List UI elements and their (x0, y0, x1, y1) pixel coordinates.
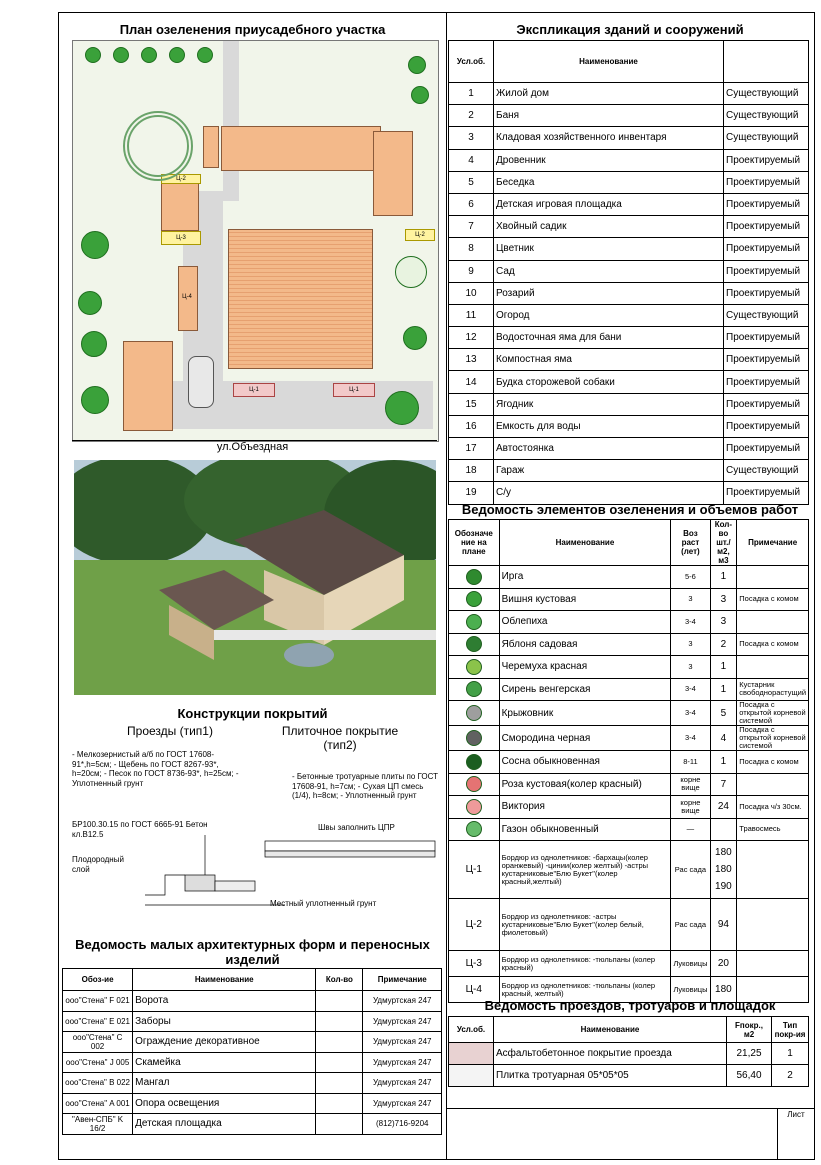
plant-note (737, 566, 809, 589)
expl-num: 11 (449, 304, 494, 326)
expl-status: Существующий (724, 127, 809, 149)
title-block (447, 1108, 815, 1161)
road-name: Асфальтобетонное покрытие проезда (494, 1043, 727, 1065)
maf-name: Ворота (133, 991, 316, 1012)
circular-garden (123, 111, 193, 181)
expl-num: 8 (449, 238, 494, 260)
table-row (449, 678, 809, 701)
plant-symbol-icon (466, 591, 482, 607)
plant-qty: 5 (710, 701, 737, 726)
table-row (449, 216, 809, 238)
plant-symbol-icon (466, 614, 482, 630)
border-qty: 180 180 190 (710, 841, 737, 899)
green-header-note: Примечание (737, 520, 809, 566)
expl-num: 17 (449, 438, 494, 460)
maf-header-qty: Кол-во (316, 969, 363, 991)
plant-age: 3 (671, 588, 710, 611)
table-row (63, 991, 442, 1012)
expl-status: Проектируемый (724, 327, 809, 349)
curb-note: БР100.30.15 по ГОСТ 6665-91 Бетон кл.В12.5 (72, 820, 208, 839)
maf-header-code: Обоз-ие (63, 969, 133, 991)
road-name: Плитка тротуарная 05*05*05 (494, 1065, 727, 1087)
storage-building (221, 126, 381, 171)
plant-name: Роза кустовая(колер красный) (499, 773, 671, 796)
table-row (63, 1011, 442, 1032)
plant-qty: 1 (710, 566, 737, 589)
expl-name: Гараж (494, 460, 724, 482)
garage (203, 126, 219, 168)
house-roof (228, 229, 373, 369)
roads-table (448, 1016, 809, 1087)
expl-num: 10 (449, 282, 494, 304)
expl-name: Розарий (494, 282, 724, 304)
table-row (449, 282, 809, 304)
type1-layers: - Мелкозернистый а/б по ГОСТ 17608-91*,h=5см; - Щебень по ГОСТ 8267-93*, h=20см; - Песок по ГОСТ 8736-93*, h=25см; - Уплотненный грунт (72, 750, 239, 788)
plant-symbol-icon (449, 656, 500, 679)
border-code: Ц-4 (449, 977, 500, 1003)
green-header-name: Наименование (499, 520, 671, 566)
plant-name: Смородина черная (499, 726, 671, 751)
expl-num: 12 (449, 327, 494, 349)
plant-qty (710, 818, 737, 841)
expl-status: Проектируемый (724, 393, 809, 415)
expl-num: 2 (449, 105, 494, 127)
plant-symbol-icon (466, 821, 482, 837)
plant-note: Посадка с комом (737, 751, 809, 774)
plant-name: Черемуха красная (499, 656, 671, 679)
border-c2-left: Ц-2 (161, 174, 201, 184)
type2-title: Плиточное покрытие (тип2) (281, 724, 399, 752)
table-row (449, 611, 809, 634)
seams-note: Швы заполнить ЦПР (318, 823, 395, 832)
expl-num: 3 (449, 127, 494, 149)
border-age: Рас сада (671, 841, 710, 899)
coverings-section-drawing (145, 835, 445, 915)
plant-name: Сосна обыкновенная (499, 751, 671, 774)
greening-title: Ведомость элементов озеленения и объемов работ (461, 502, 799, 517)
roads-header-num: Усл.об. (449, 1017, 494, 1043)
plant-name: Вишня кустовая (499, 588, 671, 611)
maf-name: Мангал (133, 1073, 316, 1094)
plant-qty: 1 (710, 751, 737, 774)
border-code: Ц-3 (449, 951, 500, 977)
maf-header-note: Примечание (363, 969, 442, 991)
road-swatch (449, 1065, 494, 1087)
plant-qty: 3 (710, 588, 737, 611)
maf-qty (316, 1093, 363, 1114)
expl-name: Жилой дом (494, 83, 724, 105)
table-row (63, 1073, 442, 1094)
plant-age: 3-4 (671, 726, 710, 751)
expl-name: Емкость для воды (494, 415, 724, 437)
expl-status: Проектируемый (724, 260, 809, 282)
expl-num: 18 (449, 460, 494, 482)
table-row (449, 1065, 809, 1087)
expl-name: Водосточная яма для бани (494, 327, 724, 349)
table-row (449, 656, 809, 679)
plant-symbol-icon (466, 730, 482, 746)
plant-symbol-icon (466, 681, 482, 697)
border-age: Луковицы (671, 951, 710, 977)
maf-qty (316, 1052, 363, 1073)
plant-note: Посадка с комом (737, 588, 809, 611)
border-c3: Ц-3 (161, 231, 201, 245)
maf-header-name: Наименование (133, 969, 316, 991)
road-area: 56,40 (727, 1065, 772, 1087)
road-type: 2 (772, 1065, 809, 1087)
border-code: Ц-1 (449, 841, 500, 899)
roads-header-area: Fпокр., м2 (727, 1017, 772, 1043)
plant-symbol-icon (449, 611, 500, 634)
plant-qty: 4 (710, 726, 737, 751)
table-row (63, 1093, 442, 1114)
road-area: 21,25 (727, 1043, 772, 1065)
expl-name: Кладовая хозяйственного инвентаря (494, 127, 724, 149)
plant-symbol-icon (449, 678, 500, 701)
plant-symbol-icon (466, 799, 482, 815)
border-age: Рас сада (671, 899, 710, 951)
table-row (449, 726, 809, 751)
expl-name: Ягодник (494, 393, 724, 415)
plant-qty: 7 (710, 773, 737, 796)
plant-symbol-icon (466, 569, 482, 585)
plant-name: Яблоня садовая (499, 633, 671, 656)
table-row (449, 327, 809, 349)
plant-qty: 3 (710, 611, 737, 634)
plant-symbol-icon (449, 796, 500, 819)
plant-symbol-icon (449, 701, 500, 726)
maf-qty (316, 1032, 363, 1053)
column-divider (446, 12, 447, 1160)
plan-title: План озеленения приусадебного участка (119, 22, 386, 37)
plant-symbol-icon (449, 588, 500, 611)
expl-name: Баня (494, 105, 724, 127)
border-code: Ц-2 (449, 899, 500, 951)
table-row (449, 796, 809, 819)
plant-name: Сирень венгерская (499, 678, 671, 701)
roads-title: Ведомость проездов, тротуаров и площадок (484, 998, 776, 1013)
expl-num: 1 (449, 83, 494, 105)
type1-title: Проезды (тип1) (127, 724, 213, 738)
border-desc: Бордюр из однолетников: -бархацы(колер оранжевый) -цинии(колер желтый) -астры кустарниковые"Блю Букет"(колер красный,желтый) (499, 841, 671, 899)
expl-name: Сад (494, 260, 724, 282)
border-desc: Бордюр из однолетников: -астры кустарниковые"Блю Букет"(колер белый, фиолетовый) (499, 899, 671, 951)
table-row (449, 83, 809, 105)
table-row (449, 415, 809, 437)
table-row (449, 371, 809, 393)
plant-qty: 1 (710, 656, 737, 679)
street-name: ул.Объездная (216, 441, 289, 453)
plant-name: Ирга (499, 566, 671, 589)
table-row (63, 1032, 442, 1053)
plant-note: Кустарник свободнорастущий (737, 678, 809, 701)
maf-code: "Авен-СПБ" K 16/2 (63, 1114, 133, 1135)
expl-num: 9 (449, 260, 494, 282)
table-row (449, 751, 809, 774)
border-c1-left: Ц-1 (233, 383, 275, 397)
plant-name: Виктория (499, 796, 671, 819)
maf-note: Удмуртская 247 (363, 1011, 442, 1032)
sheet-label: Лист (787, 1110, 805, 1119)
border-desc: Бордюр из однолетников: -тюльпаны (колер красный, желтый) (499, 977, 671, 1003)
expl-status: Проектируемый (724, 171, 809, 193)
expl-num: 4 (449, 149, 494, 171)
table-row (449, 149, 809, 171)
maf-name: Скамейка (133, 1052, 316, 1073)
expl-status: Проектируемый (724, 438, 809, 460)
greening-table (448, 519, 809, 1003)
expl-status: Существующий (724, 105, 809, 127)
soil-note: Плодородный слой (72, 855, 124, 874)
maf-note: Удмуртская 247 (363, 1032, 442, 1053)
expl-status: Проектируемый (724, 482, 809, 504)
plant-symbol-icon (449, 726, 500, 751)
expl-num: 15 (449, 393, 494, 415)
table-row (449, 899, 809, 951)
plant-qty: 1 (710, 678, 737, 701)
expl-num: 14 (449, 371, 494, 393)
expl-status: Проектируемый (724, 282, 809, 304)
house-render (74, 460, 436, 695)
toilet (123, 341, 173, 431)
plant-note: Посадка ч/з 30см. (737, 796, 809, 819)
bath-building (373, 131, 413, 216)
maf-qty (316, 1114, 363, 1135)
plant-symbol-icon (449, 773, 500, 796)
roads-header-type: Тип покр-ия (772, 1017, 809, 1043)
plant-symbol-icon (449, 633, 500, 656)
maf-name: Опора освещения (133, 1093, 316, 1114)
expl-name: С/у (494, 482, 724, 504)
table-row (449, 588, 809, 611)
maf-note: Удмуртская 247 (363, 1093, 442, 1114)
plant-qty: 2 (710, 633, 737, 656)
plant-note: Посадка с открытой корневой системой (737, 701, 809, 726)
plant-note (737, 656, 809, 679)
plant-symbol-icon (449, 566, 500, 589)
expl-num: 6 (449, 193, 494, 215)
expl-name: Детская игровая площадка (494, 193, 724, 215)
plant-note: Травосмесь (737, 818, 809, 841)
arbor (161, 179, 199, 231)
maf-code: ооо"Стена" J 005 (63, 1052, 133, 1073)
expl-num: 16 (449, 415, 494, 437)
plant-age: корне вище (671, 796, 710, 819)
expl-status: Проектируемый (724, 349, 809, 371)
maf-code: ооо"Стена" A 001 (63, 1093, 133, 1114)
green-header-age: Воз раст (лет) (671, 520, 710, 566)
expl-status: Проектируемый (724, 149, 809, 171)
expl-name: Цветник (494, 238, 724, 260)
car (188, 356, 214, 408)
maf-note: Удмуртская 247 (363, 1052, 442, 1073)
border-qty: 20 (710, 951, 737, 977)
table-row (449, 238, 809, 260)
plant-symbol-icon (449, 818, 500, 841)
expl-name: Компостная яма (494, 349, 724, 371)
plant-note: Посадка с комом (737, 633, 809, 656)
green-header-qty: Кол-во шт./м2, м3 (710, 520, 737, 566)
table-row (449, 1043, 809, 1065)
maf-code: ооо"Стена" B 022 (63, 1073, 133, 1094)
table-row (449, 127, 809, 149)
road-swatch (449, 1043, 494, 1065)
plant-age: корне вище (671, 773, 710, 796)
table-row (449, 841, 809, 899)
expl-num: 13 (449, 349, 494, 371)
border-c4: Ц-4 (182, 294, 192, 300)
expl-name: Огород (494, 304, 724, 326)
plant-note: Посадка с открытой корневой системой (737, 726, 809, 751)
road-type: 1 (772, 1043, 809, 1065)
table-row (449, 193, 809, 215)
expl-name: Дровенник (494, 149, 724, 171)
table-row (449, 171, 809, 193)
expl-header-name: Наименование (494, 41, 724, 83)
expl-status: Существующий (724, 304, 809, 326)
explication-title: Экспликация зданий и сооружений (516, 22, 744, 37)
maf-note: Удмуртская 247 (363, 1073, 442, 1094)
maf-qty (316, 991, 363, 1012)
plant-symbol-icon (466, 636, 482, 652)
plant-symbol-icon (466, 659, 482, 675)
plant-name: Газон обыкновенный (499, 818, 671, 841)
plant-age: 8-11 (671, 751, 710, 774)
maf-note: Удмуртская 247 (363, 991, 442, 1012)
border-qty: 94 (710, 899, 737, 951)
expl-status: Проектируемый (724, 238, 809, 260)
plant-note (737, 611, 809, 634)
plant-age: 3-4 (671, 678, 710, 701)
maf-name: Ограждение декоративное (133, 1032, 316, 1053)
explication-table (448, 40, 809, 505)
plant-note (737, 773, 809, 796)
border-c2-right: Ц-2 (405, 229, 435, 241)
maf-code: ооо"Стена" E 021 (63, 1011, 133, 1032)
maf-name: Детская площадка (133, 1114, 316, 1135)
table-row (449, 951, 809, 977)
table-row (449, 460, 809, 482)
table-row (449, 393, 809, 415)
plant-age: 3 (671, 656, 710, 679)
expl-name: Будка сторожевой собаки (494, 371, 724, 393)
expl-name: Беседка (494, 171, 724, 193)
maf-code: ооо"Стена" C 002 (63, 1032, 133, 1053)
maf-table (62, 968, 442, 1135)
table-row (449, 304, 809, 326)
maf-qty (316, 1073, 363, 1094)
plant-age: — (671, 818, 710, 841)
border-age: Луковицы (671, 977, 710, 1003)
expl-status: Проектируемый (724, 415, 809, 437)
plant-age: 3-4 (671, 611, 710, 634)
plant-qty: 24 (710, 796, 737, 819)
expl-header-num: Усл.об. (449, 41, 494, 83)
plant-symbol-icon (449, 751, 500, 774)
expl-status: Проектируемый (724, 216, 809, 238)
table-row (63, 1052, 442, 1073)
table-row (63, 1114, 442, 1135)
expl-status: Существующий (724, 460, 809, 482)
plant-name: Крыжовник (499, 701, 671, 726)
border-desc: Бордюр из однолетников: -тюльпаны (колер красный) (499, 951, 671, 977)
plant-age: 3 (671, 633, 710, 656)
border-qty: 180 (710, 977, 737, 1003)
local-soil-note: Местный уплотненный грунт (270, 899, 377, 908)
maf-code: ооо"Стена" F 021 (63, 991, 133, 1012)
green-header-sym: Обозначе ние на плане (449, 520, 500, 566)
expl-num: 5 (449, 171, 494, 193)
plant-symbol-icon (466, 754, 482, 770)
table-row (449, 818, 809, 841)
plant-age: 5-6 (671, 566, 710, 589)
expl-status: Проектируемый (724, 371, 809, 393)
plant-name: Облепиха (499, 611, 671, 634)
table-row (449, 260, 809, 282)
expl-num: 7 (449, 216, 494, 238)
table-row (449, 701, 809, 726)
coverings-title: Конструкции покрытий (177, 706, 328, 721)
type2-layers: - Бетонные тротуарные плиты по ГОСТ 17608-91, h=7см; - Сухая ЦП смесь (1/4), h=8см; - Уплотненный грунт (292, 772, 439, 800)
site-plan (72, 40, 439, 442)
table-row (449, 349, 809, 371)
table-row (449, 633, 809, 656)
table-row (449, 105, 809, 127)
table-row (449, 566, 809, 589)
maf-title: Ведомость малых архитектурных форм и переносных изделий (75, 937, 430, 967)
table-row (449, 438, 809, 460)
expl-name: Хвойный садик (494, 216, 724, 238)
expl-status: Существующий (724, 83, 809, 105)
expl-name: Автостоянка (494, 438, 724, 460)
border-c1-right: Ц-1 (333, 383, 375, 397)
expl-status: Проектируемый (724, 193, 809, 215)
expl-num: 19 (449, 482, 494, 504)
maf-name: Заборы (133, 1011, 316, 1032)
table-row (449, 482, 809, 504)
plant-symbol-icon (466, 776, 482, 792)
maf-qty (316, 1011, 363, 1032)
roads-header-name: Наименование (494, 1017, 727, 1043)
table-row (449, 773, 809, 796)
plant-symbol-icon (466, 705, 482, 721)
maf-note: (812)716-9204 (363, 1114, 442, 1135)
plant-age: 3-4 (671, 701, 710, 726)
